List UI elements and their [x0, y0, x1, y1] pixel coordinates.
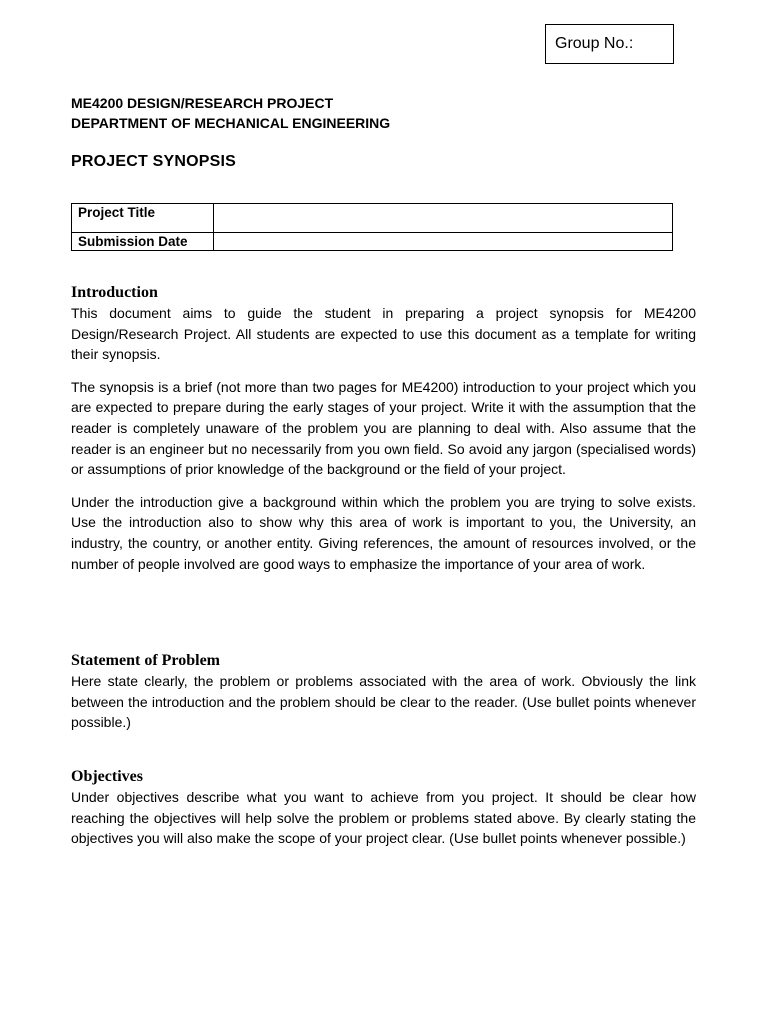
document-title: PROJECT SYNOPSIS — [71, 153, 237, 170]
introduction-paragraph: The synopsis is a brief (not more than two pages for ME4200) introduction to your project which you are expected to prepare during the early stages of your project. Write it with the assumption that the reader is completely unaware of the problem you are planning to deal with. Also assume that the reader is an engineer but no necessarily from you own field. So avoid any jargon (specialised words) or assumptions of prior knowledge of the background or the field of your project. — [71, 378, 696, 478]
problem-statement-heading: Statement of Problem — [71, 652, 220, 669]
problem-statement-paragraph: Here state clearly, the problem or problems associated with the area of work. Obviously the link between the introduction and the problem should be clear to the reader. (Use bullet points whenever possible.) — [71, 673, 696, 731]
project-title-label: Project Title — [72, 204, 214, 233]
table-row — [72, 204, 673, 233]
table-row — [72, 233, 673, 251]
objectives-heading: Objectives — [71, 768, 143, 785]
department-name: DEPARTMENT OF MECHANICAL ENGINEERING — [71, 115, 391, 131]
project-info-table — [71, 203, 673, 251]
project-title-field[interactable] — [214, 204, 673, 233]
introduction-paragraph: Under the introduction give a background within which the problem you are trying to solve exists. Use the introduction also to show why this area of work is important to you, the University, an industry, the country, or another entity. Giving references, the amount of resources involved, or the number of people involved are good ways to emphasize the importance of your area of work. — [71, 493, 696, 572]
introduction-paragraph: This document aims to guide the student in preparing a project synopsis for ME4200 Design/Research Project. All students are expected to use this document as a template for writing their synopsis. — [71, 305, 696, 363]
problem-statement-section — [71, 651, 696, 733]
group-number-label: Group No.: — [555, 35, 634, 52]
objectives-section — [71, 767, 696, 849]
introduction-heading: Introduction — [71, 284, 158, 301]
submission-date-label: Submission Date — [72, 233, 214, 251]
submission-date-field[interactable] — [214, 233, 673, 251]
introduction-section — [71, 283, 696, 574]
group-number-box — [545, 24, 674, 64]
document-header — [71, 93, 390, 133]
objectives-paragraph: Under objectives describe what you want to achieve from you project. It should be clear how reaching the objectives will help solve the problem or problems stated above. By clearly stating the objectives you will also make the scope of your project clear. (Use bullet points whenever possible.) — [71, 789, 696, 847]
course-title: ME4200 DESIGN/RESEARCH PROJECT — [71, 95, 334, 111]
